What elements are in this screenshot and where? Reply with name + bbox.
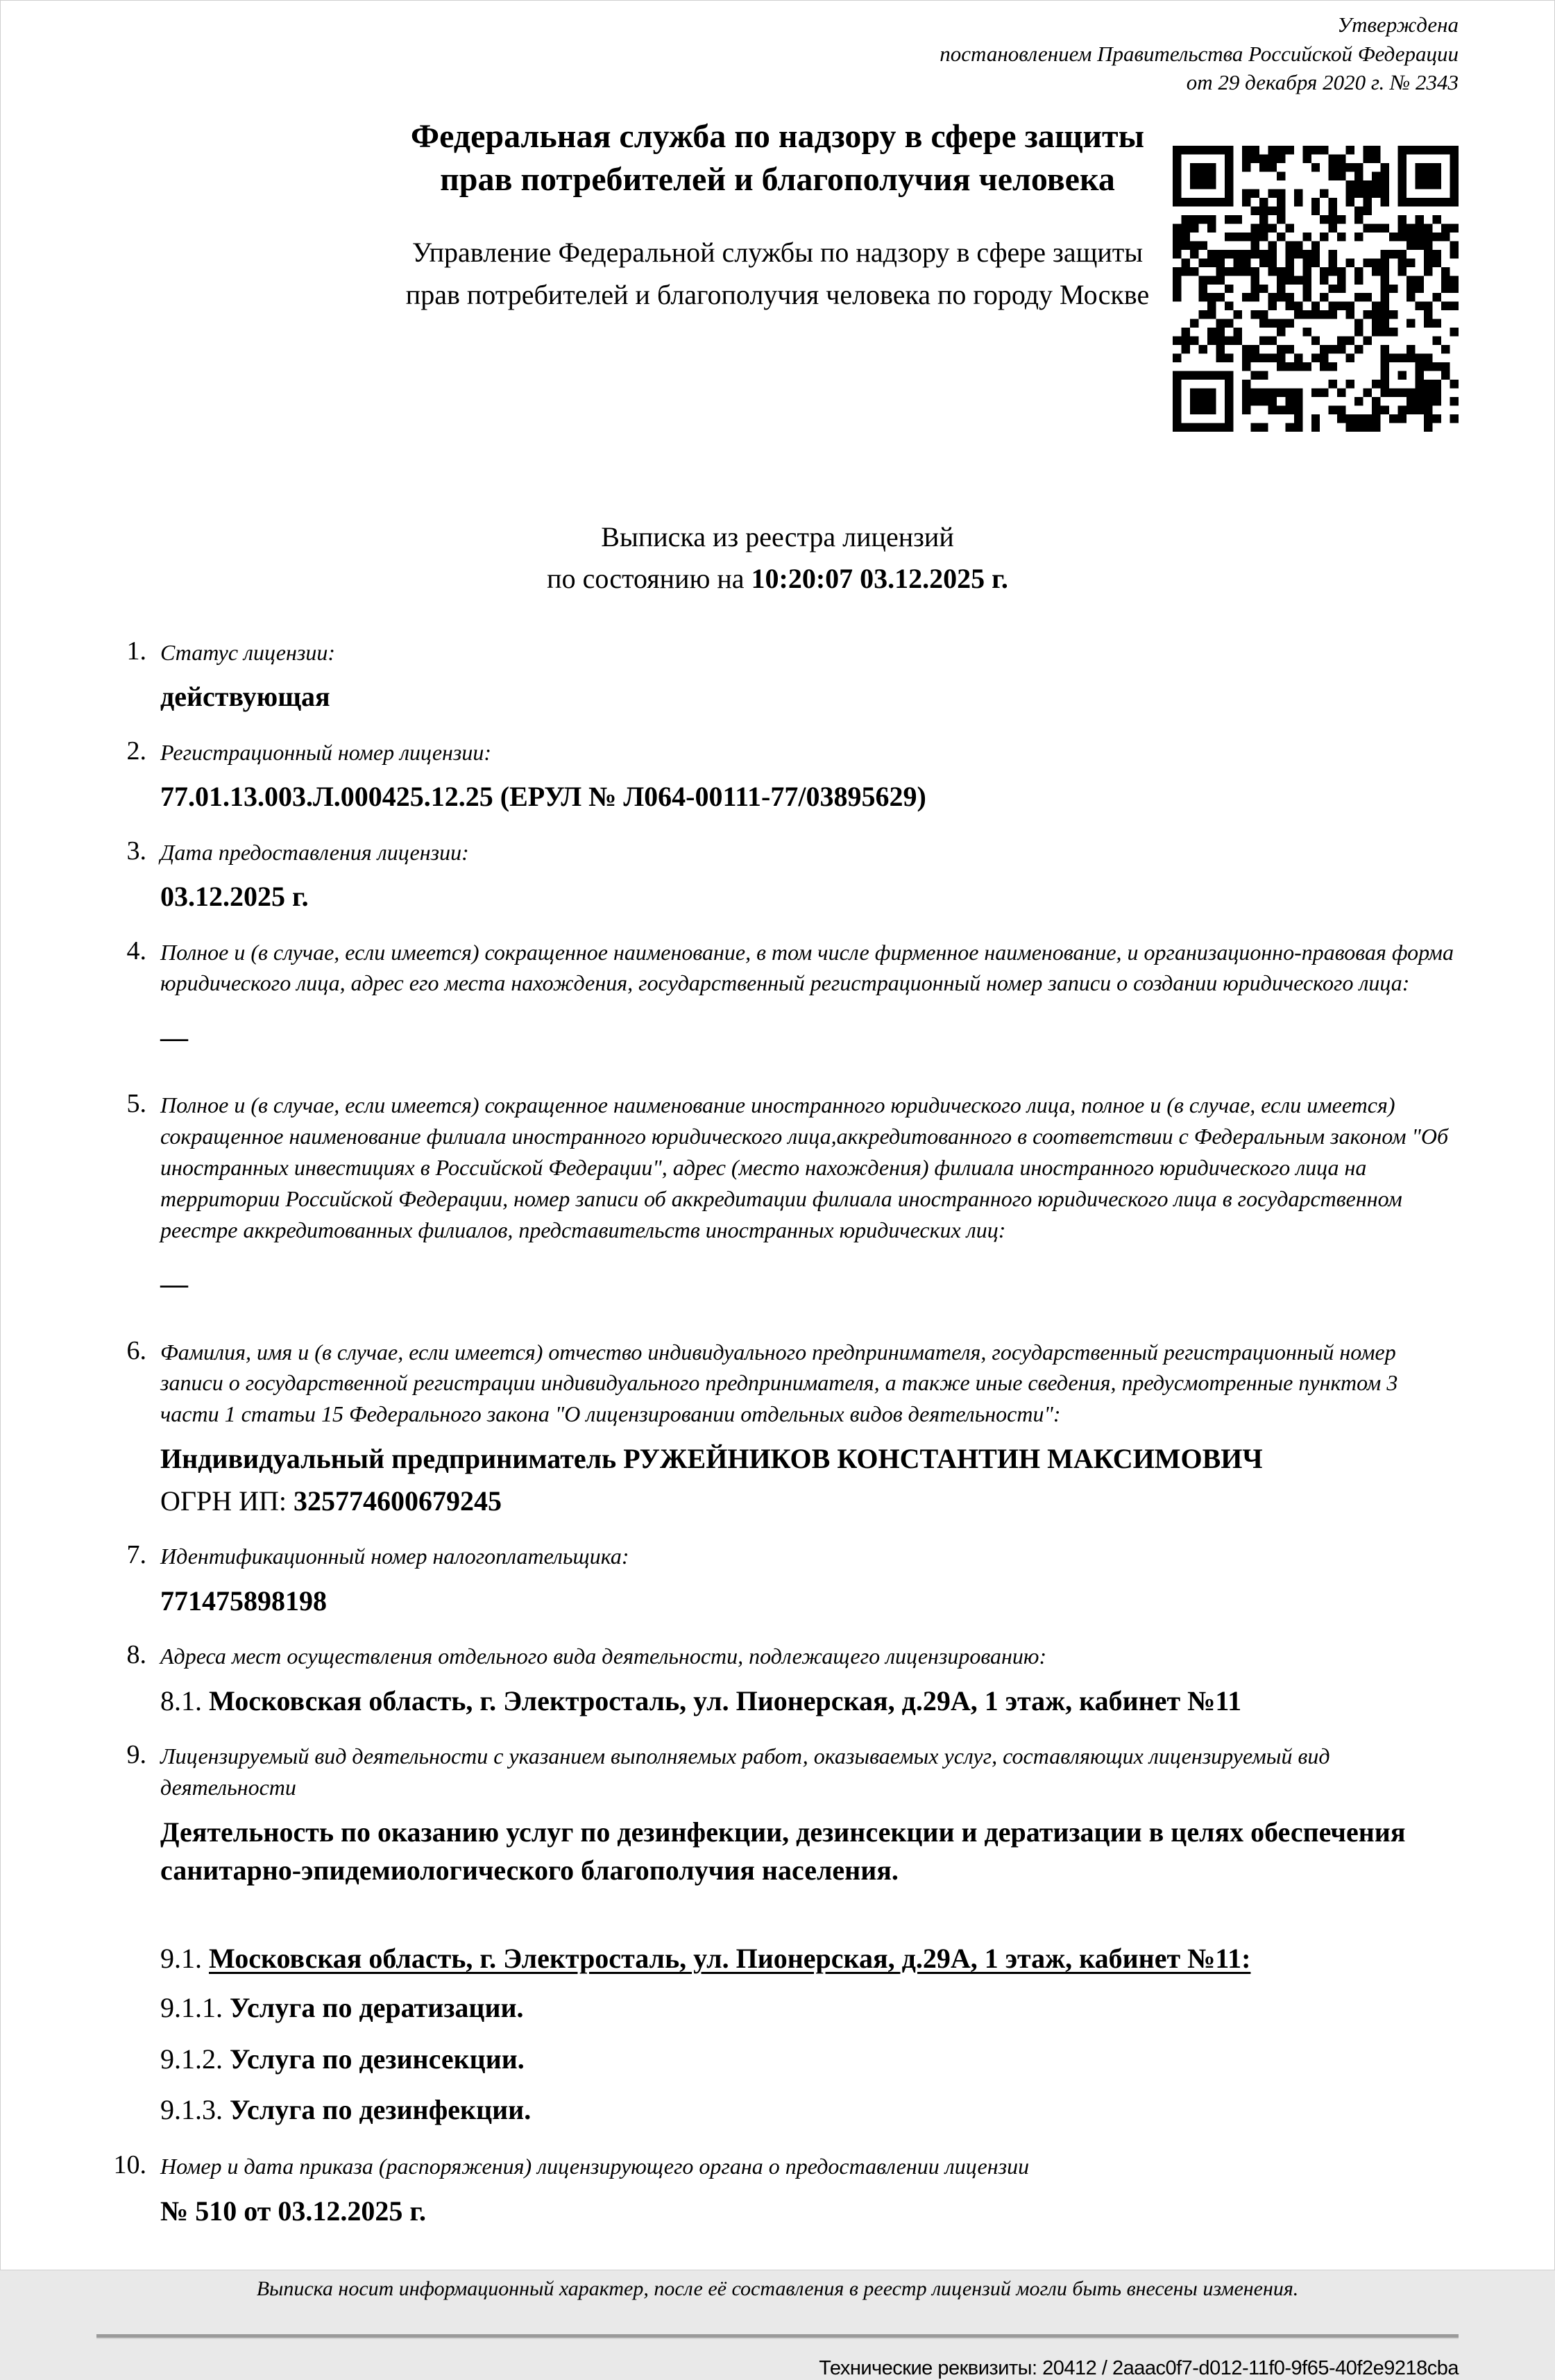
item-number: 6. xyxy=(126,1335,146,1365)
item-value-empty-dash: — xyxy=(160,1268,188,1300)
service-name: Услуга по дезинсекции. xyxy=(230,2043,525,2075)
spacer xyxy=(160,1900,1459,1939)
item-label: Лицензируемый вид деятельности с указанием выполняемых работ, оказываемых услуг, составляющих лицензируемый вид деятельности xyxy=(160,1744,1330,1800)
ogrn-label: ОГРН ИП: xyxy=(160,1485,294,1517)
list-item-4 xyxy=(96,936,1459,1081)
list-item-3 xyxy=(96,836,1459,927)
item-label: Регистрационный номер лицензии: xyxy=(160,739,492,765)
doc-title-line2 xyxy=(96,558,1459,600)
divider xyxy=(96,2334,1459,2339)
item-number: 5. xyxy=(126,1089,146,1119)
org-subtitle: Управление Федеральной службы по надзору в сфере защиты прав потребителей и благополучия человека по городу Москве xyxy=(405,237,1150,311)
licensed-activity-description: Деятельность по оказанию услуг по дезинфекции, дезинсекции и дератизации в целях обеспечения санитарно-эпидемиологического благополучия населения. xyxy=(160,1816,1406,1887)
approval-line: постановлением Правительства Российской Федерации xyxy=(940,41,1459,66)
approval-line: Утверждена xyxy=(1337,12,1459,37)
item-number: 3. xyxy=(126,836,146,866)
item-number: 4. xyxy=(126,936,146,965)
service-name: Услуга по дератизации. xyxy=(230,1992,524,2024)
item-number: 1. xyxy=(126,636,146,666)
as-of-timestamp: 10:20:07 03.12.2025 г. xyxy=(751,562,1008,594)
service-name: Услуга по дезинфекции. xyxy=(230,2093,532,2125)
item-number: 9. xyxy=(126,1740,146,1770)
item-number: 8. xyxy=(126,1640,146,1670)
list-item-6 xyxy=(96,1335,1459,1532)
item-value: 77.01.13.003.Л.000425.12.25 (ЕРУЛ № Л064-00111-77/03895629) xyxy=(160,781,926,813)
approval-line: от 29 декабря 2020 г. № 2343 xyxy=(1186,70,1459,95)
licensed-address: Московская область, г. Электросталь, ул. Пионерская, д.29А, 1 этаж, кабинет №11: xyxy=(209,1943,1251,1975)
sub-number: 9.1.1. xyxy=(160,1992,230,2024)
item-number: 7. xyxy=(126,1540,146,1570)
activity-address-line xyxy=(160,1682,1459,1720)
document-header xyxy=(96,115,1459,462)
item-label: Адреса мест осуществления отдельного вида деятельности, подлежащего лицензированию: xyxy=(160,1644,1047,1669)
item-value: действующая xyxy=(160,681,330,713)
informational-footnote: Выписка носит информационный характер, после её составления в реестр лицензий могли быть внесены изменения. xyxy=(256,2277,1299,2300)
item-label: Идентификационный номер налогоплательщика: xyxy=(160,1544,629,1569)
item-label: Номер и дата приказа (распоряжения) лицензирующего органа о предоставлении лицензии xyxy=(160,2153,1030,2179)
sub-number: 9.1.2. xyxy=(160,2043,230,2075)
list-item-8 xyxy=(96,1639,1459,1731)
items-list xyxy=(96,636,1459,2241)
list-item-7 xyxy=(96,1539,1459,1631)
service-line xyxy=(160,2091,1459,2129)
item-label: Дата предоставления лицензии: xyxy=(160,839,469,865)
sub-number: 9.1. xyxy=(160,1943,209,1975)
service-line xyxy=(160,1989,1459,2027)
list-item-9 xyxy=(96,1739,1459,2141)
sub-number: 9.1.3. xyxy=(160,2093,230,2125)
item-label: Фамилия, имя и (в случае, если имеется) отчество индивидуального предпринимателя, государственный регистрационный номер записи о государственной регистрации индивидуального предпринимателя, а также иные сведения, предусмотренные пунктом 3 части 1 статьи 15 Федерального закона "О лицензировании отдельных видов деятельности": xyxy=(160,1339,1398,1427)
activity-address: Московская область, г. Электросталь, ул. Пионерская, д.29А, 1 этаж, кабинет №11 xyxy=(209,1685,1242,1717)
ogrn-value: 325774600679245 xyxy=(294,1485,502,1517)
sub-number: 8.1. xyxy=(160,1685,209,1717)
list-item-5 xyxy=(96,1088,1459,1326)
item-number: 10. xyxy=(113,2150,146,2179)
ogrn-line xyxy=(160,1482,1459,1520)
item-value: 03.12.2025 г. xyxy=(160,881,309,913)
approval-note xyxy=(96,10,1459,97)
qr-code-icon xyxy=(1173,146,1459,432)
list-item-2 xyxy=(96,736,1459,827)
item-number: 2. xyxy=(126,736,146,766)
item-label: Статус лицензии: xyxy=(160,639,335,665)
doc-title-line1: Выписка из реестра лицензий xyxy=(601,521,954,552)
as-of-prefix: по состоянию на xyxy=(547,562,751,594)
list-item-10 xyxy=(96,2150,1459,2241)
entrepreneur-name: Индивидуальный предприниматель РУЖЕЙНИКОВ КОНСТАНТИН МАКСИМОВИЧ xyxy=(160,1442,1263,1474)
licensed-address-line xyxy=(160,1939,1459,1977)
technical-requisites: Технические реквизиты: 20412 / 2aaac0f7-d012-11f0-9f65-40f2e9218cba xyxy=(819,2356,1459,2379)
org-title: Федеральная служба по надзору в сфере защиты прав потребителей и благополучия человека xyxy=(410,117,1145,198)
service-line xyxy=(160,2040,1459,2078)
inn-value: 771475898198 xyxy=(160,1585,327,1617)
item-label: Полное и (в случае, если имеется) сокращенное наименование иностранного юридического лица, полное и (в случае, если имеется) сокращенное наименование филиала иностранного юридического лица,аккредитованного в соответствии с Федеральным законом "Об иностранных инвестициях в Российской Федерации", адрес (место нахождения) филиала иностранного юридического лица на территории Российской Федерации, номер записи об аккредитации филиала иностранного юридического лица в государственном реестре аккредитованных филиалов, представительств иностранных юридических лиц: xyxy=(160,1092,1449,1242)
order-number-value: № 510 от 03.12.2025 г. xyxy=(160,2195,426,2227)
list-item-1 xyxy=(96,636,1459,727)
item-label: Полное и (в случае, если имеется) сокращенное наименование, в том числе фирменное наименование, и организационно-правовая форма юридического лица, адрес его места нахождения, государственный регистрационный номер записи о создании юридического лица: xyxy=(160,939,1454,996)
doc-title xyxy=(96,516,1459,600)
item-value-empty-dash: — xyxy=(160,1022,188,1054)
